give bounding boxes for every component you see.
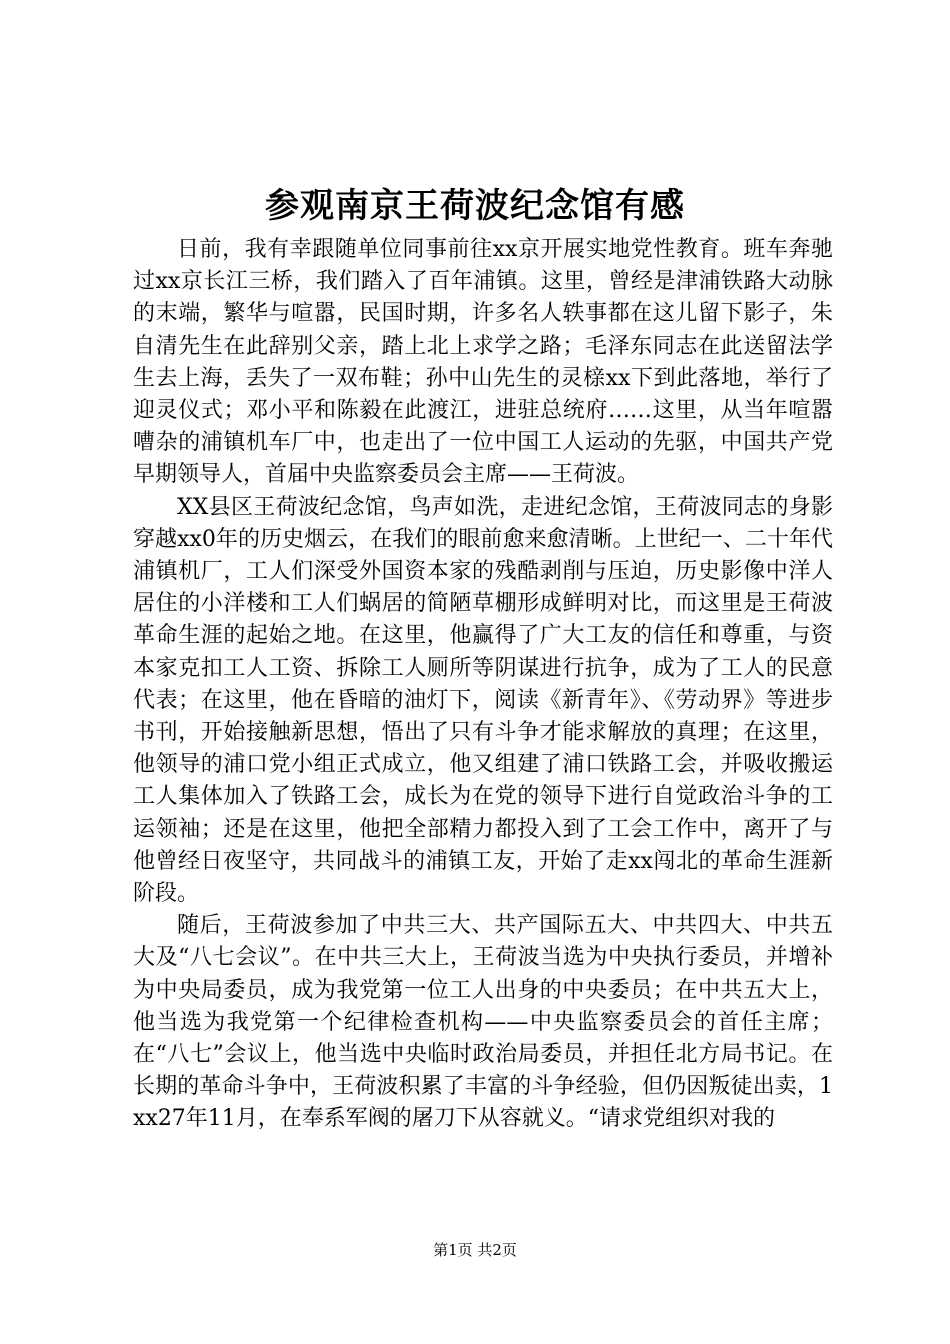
paragraph-1: 日前，我有幸跟随单位同事前往xx京开展实地党性教育。班车奔驰过xx京长江三桥，我们踏入了百年浦镇。这里，曾经是津浦铁路大动脉的末端，繁华与喧嚣，民国时期，许多名人轶事都在这儿留下影子，朱自清先生在此辞别父亲，踏上北上求学之路；毛泽东同志在此送留法学生去上海，丢失了一双布鞋；孙中山先生的灵榇xx下到此落地，举行了迎灵仪式；邓小平和陈毅在此渡江，进驻总统府……这里，从当年喧嚣嘈杂的浦镇机车厂中，也走出了一位中国工人运动的先驱，中国共产党早期领导人，首届中央监察委员会主席——王荷波。 — [133, 237, 833, 488]
paragraph-2: XX县区王荷波纪念馆，鸟声如洗，走进纪念馆，王荷波同志的身影穿越xx0年的历史烟云，在我们的眼前愈来愈清晰。上世纪一、二十年代浦镇机厂，工人们深受外国资本家的残酷剥削与压迫，历史影像中洋人居住的小洋楼和工人们蜗居的简陋草棚形成鲜明对比，而这里是王荷波革命生涯的起始之地。在这里，他赢得了广大工友的信任和尊重，与资本家克扣工人工资、拆除工人厕所等阴谋进行抗争，成为了工人的民意代表；在这里，他在昏暗的油灯下，阅读《新青年》、《劳动界》等进步书刊，开始接触新思想，悟出了只有斗争才能求解放的真理；在这里，他领导的浦口党小组正式成立，他又组建了浦口铁路工会，并吸收搬运工人集体加入了铁路工会，成长为在党的领导下进行自觉政治斗争的工运领袖；还是在这里，他把全部精力都投入到了工会工作中，离开了与他曾经日夜坚守，共同战斗的浦镇工友，开始了走xx闯北的革命生涯新阶段。 — [133, 494, 833, 907]
paragraph-3: 随后，王荷波参加了中共三大、共产国际五大、中共四大、中共五大及“八七会议”。在中共三大上，王荷波当选为中央执行委员，并增补为中央局委员，成为我党第一位工人出身的中央委员；在中共五大上，他当选为我党第一个纪律检查机构——中央监察委员会的首任主席；在“八七”会议上，他当选中央临时政治局委员，并担任北方局书记。在长期的革命斗争中，王荷波积累了丰富的斗争经验，但仍因叛徒出卖，1xx27年11月，在奉系军阀的屠刀下从容就义。“请求党组织对我的 — [133, 913, 833, 1132]
document-body — [133, 234, 833, 1136]
document-title: 参观南京王荷波纪念馆有感 — [265, 186, 685, 226]
page-number-footer: 第1页 共2页 — [433, 1241, 517, 1259]
